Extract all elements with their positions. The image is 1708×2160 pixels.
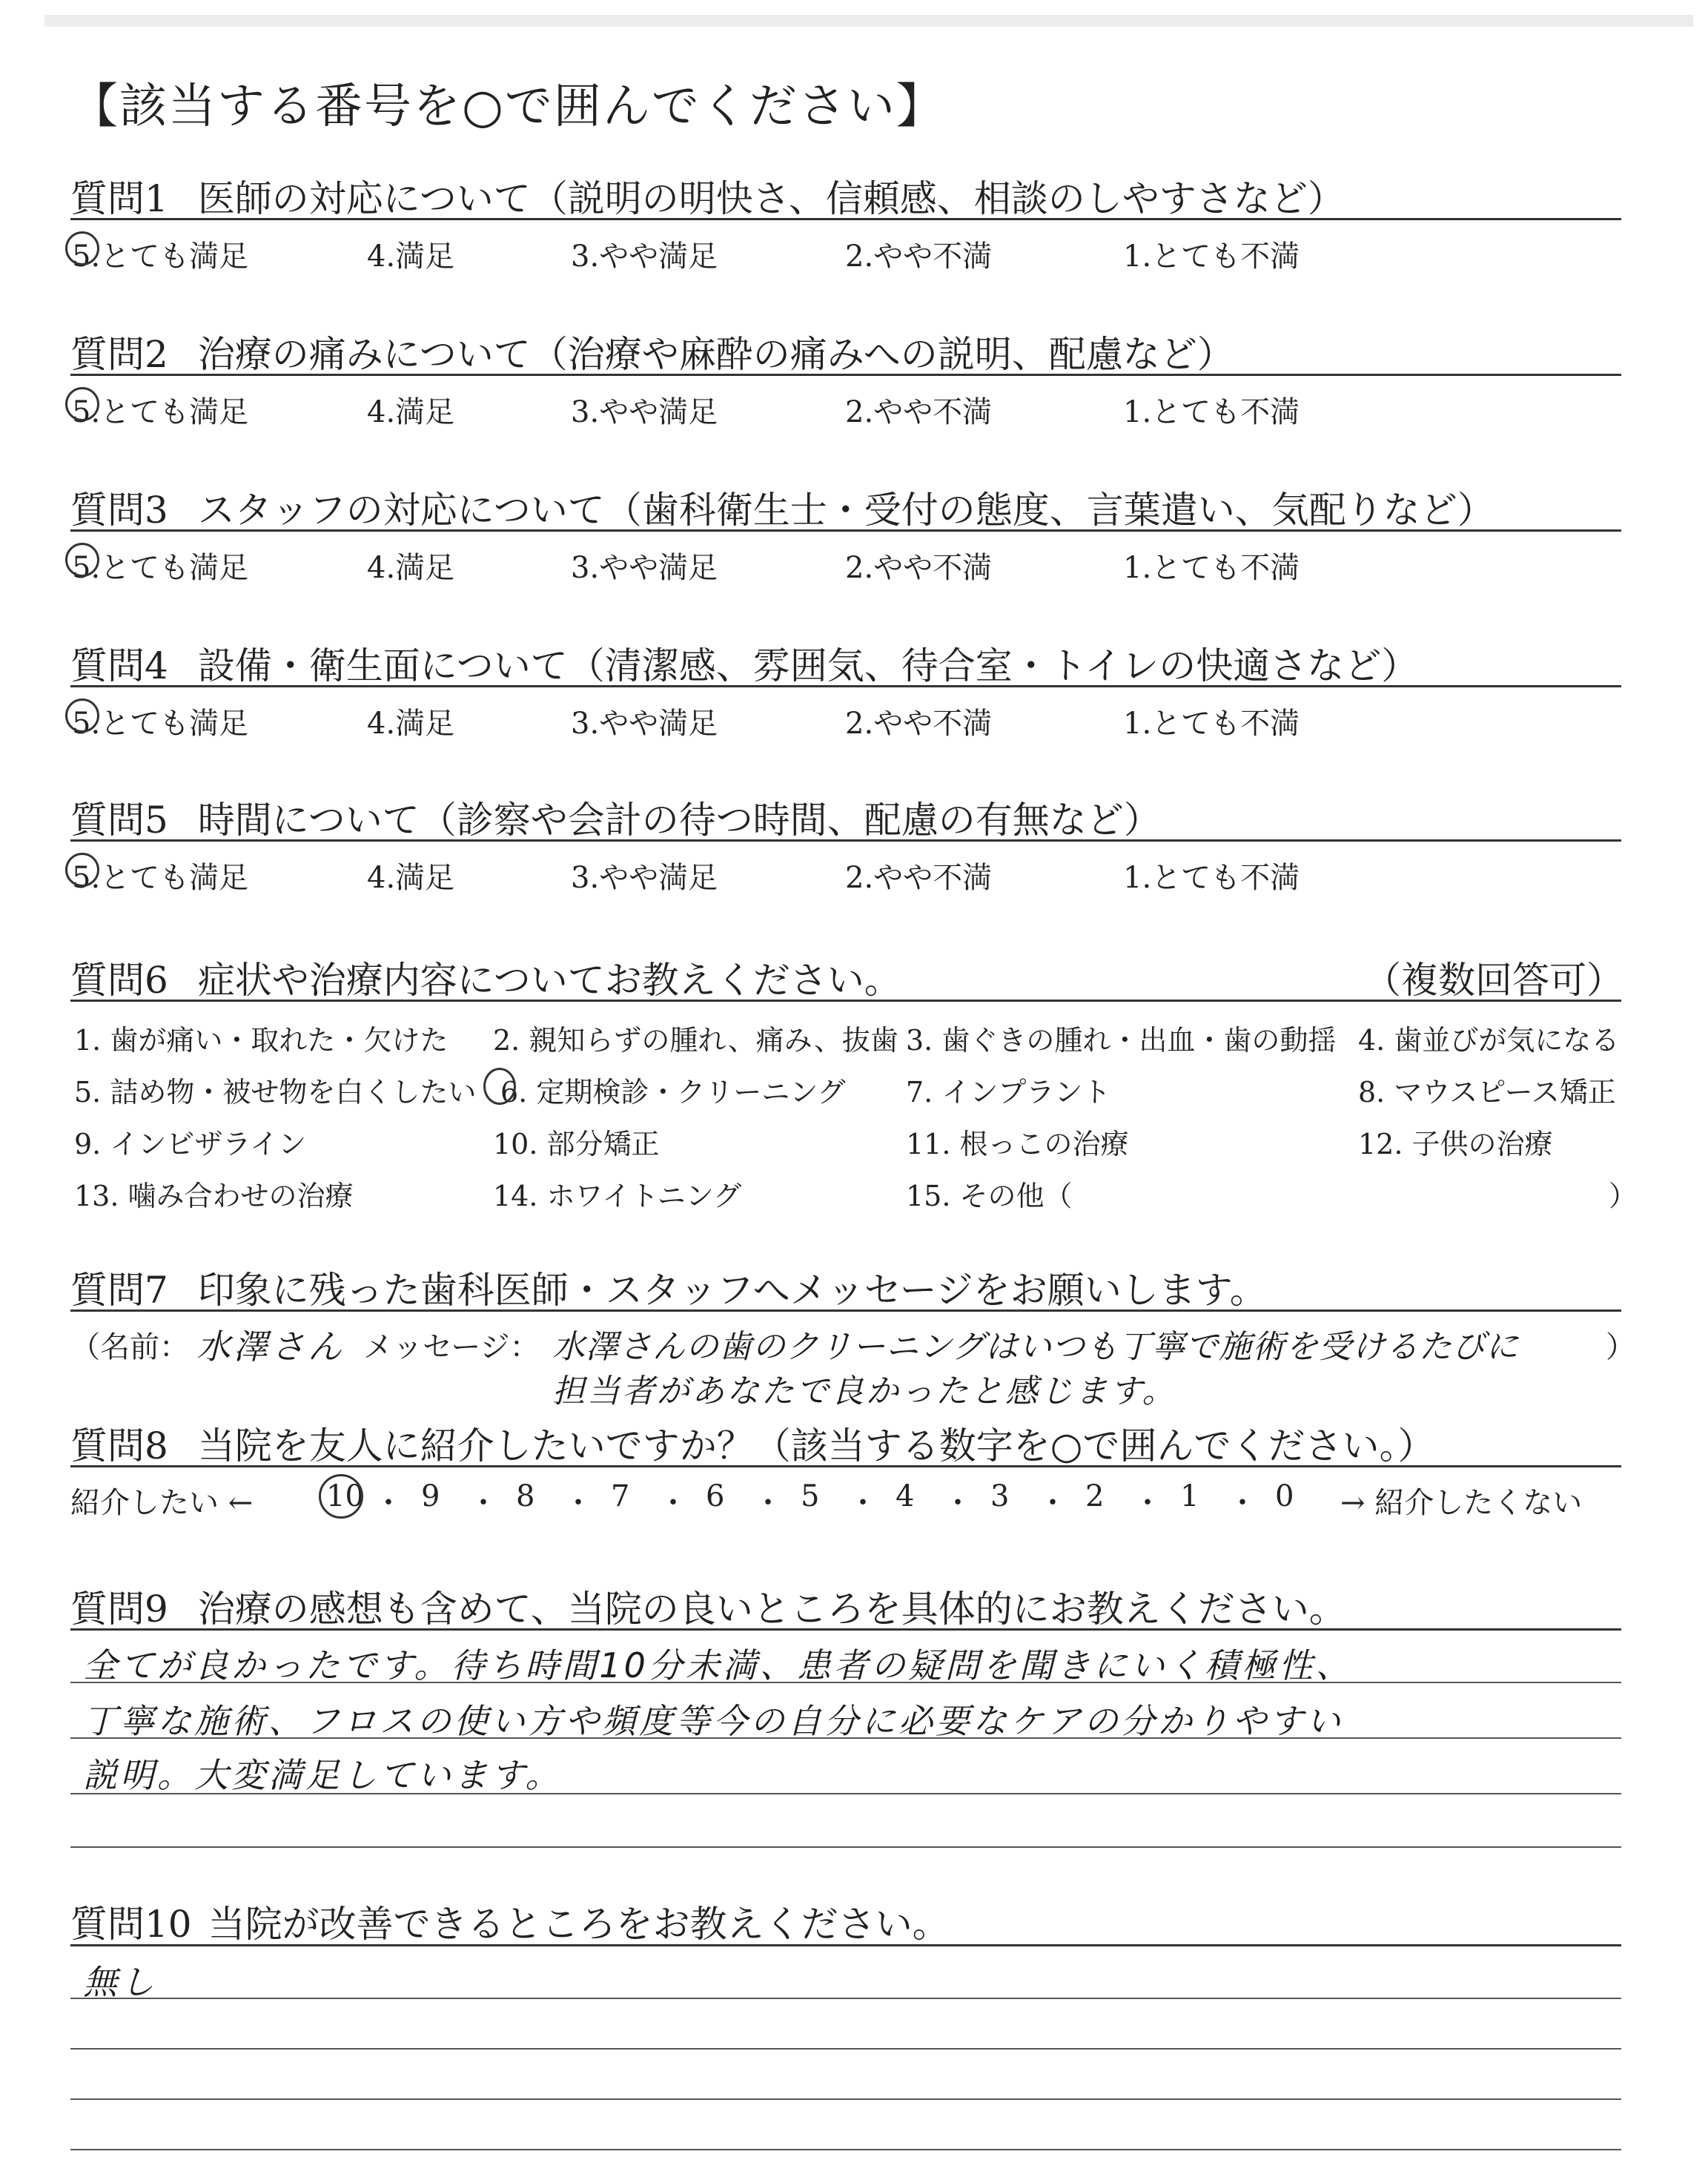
- q8-left-label: 紹介したい ←: [70, 1486, 254, 1520]
- q6-item-1[interactable]: 1. 歯が痛い・取れた・欠けた: [74, 1024, 448, 1057]
- q9-answer-line-2: 丁寧な施術、フロスの使い方や頻度等今の自分に必要なケアの分かりやすい: [83, 1701, 1343, 1741]
- q6-rule: [70, 1000, 1621, 1002]
- q6-item-7[interactable]: 7. インプラント: [906, 1076, 1111, 1109]
- q9-heading: [70, 1579, 1346, 1633]
- q8-scale-9[interactable]: 9: [421, 1479, 440, 1513]
- form-header: 【該当する番号を○で囲んでください】: [70, 79, 945, 134]
- q2-option-1[interactable]: 1.とても不満: [1123, 395, 1300, 429]
- q7-message-label: メッセージ：: [363, 1330, 540, 1364]
- q9-writing-line: [70, 1737, 1621, 1739]
- q6-item-3[interactable]: 3. 歯ぐきの腫れ・出血・歯の動揺: [906, 1024, 1337, 1057]
- q5-option-3[interactable]: 3.やや満足: [571, 861, 718, 895]
- q4-option-4[interactable]: 4.満足: [367, 707, 455, 741]
- q6-item-13[interactable]: 13. 噛み合わせの治療: [74, 1180, 354, 1212]
- q8-scale-dot: ・: [943, 1486, 973, 1520]
- q9-label: 質問9: [70, 1588, 168, 1631]
- q1-text: 医師の対応について（説明の明快さ、信頼感、相談のしやすさなど）: [197, 177, 1345, 220]
- q9-answer-line-3: 説明。大変満足しています。: [83, 1755, 563, 1795]
- q8-heading: [70, 1416, 1434, 1470]
- q5-label: 質問5: [70, 799, 168, 842]
- q7-message-close: ）: [1606, 1330, 1635, 1364]
- q8-scale-dot: ・: [1038, 1486, 1068, 1520]
- q6-item-2[interactable]: 2. 親知らずの腫れ、痛み、抜歯: [493, 1024, 898, 1057]
- q8-text: 当院を友人に紹介したいですか？（該当する数字を○で囲んでください。）: [197, 1424, 1435, 1467]
- q7-name-label: （名前：: [70, 1330, 189, 1364]
- q4-rule: [70, 685, 1621, 687]
- q10-writing-line: [70, 2098, 1621, 2100]
- q8-scale-dot: ・: [563, 1486, 593, 1520]
- q5-option-5[interactable]: 5.とても満足: [72, 861, 249, 895]
- scan-top-edge: [44, 15, 1693, 27]
- q1-option-1[interactable]: 1.とても不満: [1123, 240, 1300, 274]
- q6-text: 症状や治療内容についてお教えください。: [197, 959, 901, 1002]
- q8-right-label: → 紹介したくない: [1340, 1486, 1583, 1520]
- q6-other-close: ）: [1609, 1180, 1638, 1212]
- q9-rule: [70, 1628, 1621, 1631]
- q3-label: 質問3: [70, 489, 168, 532]
- q8-selected-circle[interactable]: [319, 1474, 363, 1519]
- q8-label: 質問8: [70, 1424, 168, 1467]
- q7-heading: [70, 1261, 1267, 1314]
- q6-item-11[interactable]: 11. 根っこの治療: [906, 1128, 1129, 1160]
- q1-option-2[interactable]: 2.やや不満: [845, 240, 993, 274]
- q6-label: 質問6: [70, 959, 168, 1002]
- q2-option-4[interactable]: 4.満足: [367, 395, 455, 429]
- q7-message-line1: 水澤さんの歯のクリーニングはいつも丁寧で施術を受けるたびに: [552, 1328, 1520, 1366]
- q8-scale-5[interactable]: 5: [801, 1479, 820, 1513]
- q5-rule: [70, 839, 1621, 842]
- q2-option-3[interactable]: 3.やや満足: [571, 395, 718, 429]
- q1-heading: [70, 169, 1345, 222]
- q8-scale-dot: ・: [1133, 1486, 1162, 1520]
- q4-option-2[interactable]: 2.やや不満: [845, 707, 993, 741]
- q5-heading: [70, 790, 1161, 844]
- q10-heading: [70, 1895, 950, 1948]
- q6-item-9[interactable]: 9. インビザライン: [74, 1128, 307, 1160]
- q5-option-2[interactable]: 2.やや不満: [845, 861, 993, 895]
- q8-scale-dot: ・: [1228, 1486, 1257, 1520]
- q6-item-8[interactable]: 8. マウスピース矯正: [1358, 1076, 1616, 1109]
- q2-selected-circle[interactable]: [65, 387, 99, 421]
- q10-answer: 無し: [83, 1962, 157, 2002]
- q6-item-10[interactable]: 10. 部分矯正: [493, 1128, 660, 1160]
- q4-option-5[interactable]: 5.とても満足: [72, 707, 249, 741]
- q4-heading: [70, 636, 1418, 690]
- q4-selected-circle[interactable]: [65, 698, 99, 733]
- q9-writing-line: [70, 1682, 1621, 1683]
- q10-writing-line: [70, 1998, 1621, 1999]
- q6-item-5[interactable]: 5. 詰め物・被せ物を白くしたい: [74, 1076, 477, 1109]
- q1-rule: [70, 218, 1621, 220]
- q2-text: 治療の痛みについて（治療や麻酔の痛みへの説明、配慮など）: [197, 333, 1234, 376]
- q3-selected-circle[interactable]: [65, 543, 99, 577]
- q3-option-4[interactable]: 4.満足: [367, 551, 455, 585]
- q8-scale-4[interactable]: 4: [896, 1479, 915, 1513]
- q7-rule: [70, 1309, 1621, 1312]
- q8-scale-dot: ・: [374, 1486, 403, 1520]
- q8-scale-dot: ・: [469, 1486, 498, 1520]
- q7-text: 印象に残った歯科医師・スタッフへメッセージをお願いします。: [197, 1269, 1267, 1312]
- q9-writing-line: [70, 1793, 1621, 1794]
- q1-option-4[interactable]: 4.満足: [367, 240, 455, 274]
- q3-option-1[interactable]: 1.とても不満: [1123, 551, 1300, 585]
- q2-heading: [70, 325, 1234, 378]
- q10-rule: [70, 1944, 1621, 1946]
- q5-option-1[interactable]: 1.とても不満: [1123, 861, 1300, 895]
- q7-message-line2: 担当者があなたで良かったと感じます。: [552, 1373, 1177, 1410]
- q4-option-1[interactable]: 1.とても不満: [1123, 707, 1300, 741]
- q8-scale-dot: ・: [658, 1486, 688, 1520]
- q8-scale-10[interactable]: 10: [326, 1479, 364, 1513]
- q3-option-5[interactable]: 5.とても満足: [72, 551, 249, 585]
- q8-scale-6[interactable]: 6: [706, 1479, 725, 1513]
- q9-text: 治療の感想も含めて、当院の良いところを具体的にお教えください。: [197, 1588, 1346, 1631]
- q8-scale-8[interactable]: 8: [516, 1479, 535, 1513]
- q3-option-3[interactable]: 3.やや満足: [571, 551, 718, 585]
- q9-writing-line: [70, 1846, 1621, 1848]
- q4-text: 設備・衛生面について（清潔感、雰囲気、待合室・トイレの快適さなど）: [197, 644, 1419, 687]
- q3-option-2[interactable]: 2.やや不満: [845, 551, 993, 585]
- q2-rule: [70, 374, 1621, 376]
- q10-writing-line: [70, 2048, 1621, 2050]
- q8-scale-dot: ・: [848, 1486, 878, 1520]
- q5-selected-circle[interactable]: [65, 853, 99, 887]
- q5-option-4[interactable]: 4.満足: [367, 861, 455, 895]
- q5-text: 時間について（診察や会計の待つ時間、配慮の有無など）: [197, 799, 1161, 842]
- q6-item-6[interactable]: 6. 定期検診・クリーニング: [500, 1076, 846, 1109]
- q1-selected-circle[interactable]: [65, 231, 99, 265]
- q10-writing-line: [70, 2149, 1621, 2150]
- q7-label: 質問7: [70, 1269, 168, 1312]
- q1-label: 質問1: [70, 177, 168, 220]
- q1-option-5[interactable]: 5.とても満足: [72, 240, 249, 274]
- q8-scale-1[interactable]: 1: [1180, 1479, 1199, 1513]
- q10-text: 当院が改善できるところをお教えください。: [208, 1903, 950, 1946]
- q2-label: 質問2: [70, 333, 168, 376]
- q6-item-14[interactable]: 14. ホワイトニング: [493, 1180, 742, 1212]
- q4-label: 質問4: [70, 644, 168, 687]
- q9-answer-line-1: 全てが良かったです。待ち時間10分未満、患者の疑問を聞きにいく積極性、: [83, 1645, 1353, 1685]
- q2-option-2[interactable]: 2.やや不満: [845, 395, 993, 429]
- q10-label: 質問10: [70, 1903, 192, 1946]
- q8-scale-3[interactable]: 3: [990, 1479, 1010, 1513]
- q7-name-value: 水澤さん: [196, 1327, 345, 1367]
- q8-scale-7[interactable]: 7: [611, 1479, 630, 1513]
- q3-rule: [70, 529, 1621, 532]
- q6-heading: [70, 951, 901, 1004]
- q6-note: （複数回答可）: [1364, 959, 1623, 1002]
- q8-rule: [70, 1465, 1621, 1467]
- q6-item-15[interactable]: 15. その他（: [906, 1180, 1073, 1212]
- q1-option-3[interactable]: 3.やや満足: [571, 240, 718, 274]
- q8-scale-2[interactable]: 2: [1085, 1479, 1105, 1513]
- q3-heading: [70, 480, 1494, 534]
- q4-option-3[interactable]: 3.やや満足: [571, 707, 718, 741]
- q8-scale-0[interactable]: 0: [1275, 1479, 1294, 1513]
- q3-text: スタッフの対応について（歯科衛生士・受付の態度、言葉遣い、気配りなど）: [197, 489, 1494, 532]
- q2-option-5[interactable]: 5.とても満足: [72, 395, 249, 429]
- q8-scale-dot: ・: [753, 1486, 783, 1520]
- q6-item-4[interactable]: 4. 歯並びが気になる: [1358, 1024, 1620, 1057]
- q6-item-12[interactable]: 12. 子供の治療: [1358, 1128, 1553, 1160]
- q6-selected-circle[interactable]: [483, 1068, 516, 1105]
